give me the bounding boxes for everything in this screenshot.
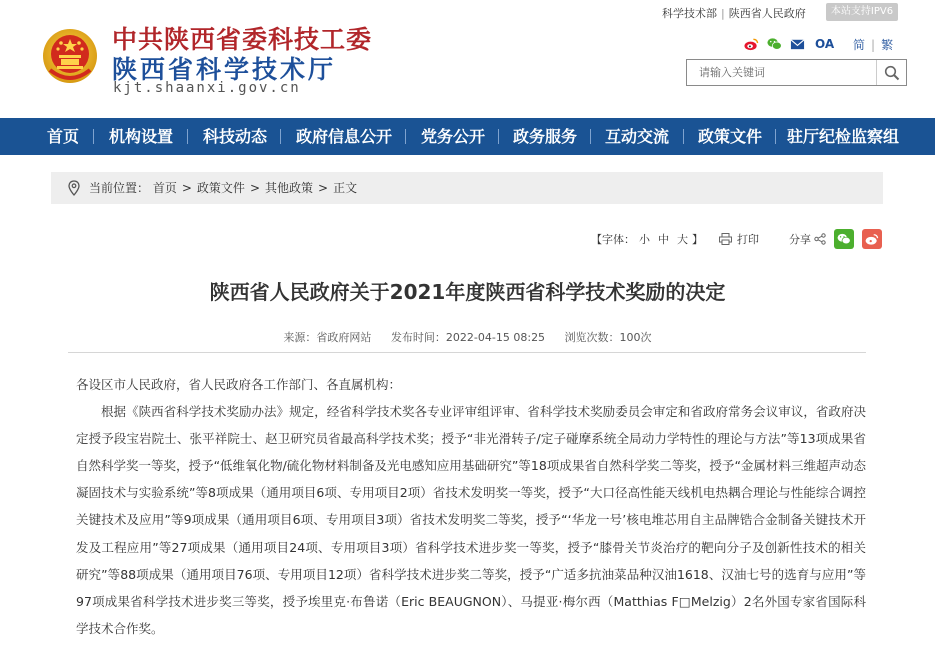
article-title: 陕西省人民政府关于2021年度陕西省科学技术奖励的决定 xyxy=(209,280,726,304)
nav-item-discipline-inspection[interactable]: 驻厅纪检监察组 xyxy=(787,127,900,146)
main-nav xyxy=(0,118,935,155)
email-icon[interactable] xyxy=(790,37,805,51)
search-input[interactable] xyxy=(687,60,875,85)
nav-separator xyxy=(498,129,499,144)
breadcrumb-separator: > xyxy=(249,181,260,195)
nav-separator xyxy=(775,129,776,144)
article-body xyxy=(76,371,866,642)
breadcrumb-home[interactable]: 首页 xyxy=(152,181,177,195)
breadcrumb-separator: > xyxy=(181,181,192,195)
article-tools xyxy=(591,230,882,248)
share-wechat-button[interactable] xyxy=(834,229,854,249)
nav-item-home[interactable]: 首页 xyxy=(47,127,80,146)
share-weibo-button[interactable] xyxy=(862,229,882,249)
search-box xyxy=(686,59,907,86)
article-publish-time: 发布时间：2022-04-15 08:25 xyxy=(390,331,546,344)
link-provincial-government[interactable]: 陕西省人民政府 xyxy=(728,7,806,20)
language-switch xyxy=(853,36,893,53)
ipv6-badge: 本站支持IPV6 xyxy=(826,3,898,21)
nav-separator xyxy=(590,129,591,144)
nav-item-interaction[interactable]: 互动交流 xyxy=(605,127,670,146)
nav-item-news[interactable]: 科技动态 xyxy=(203,127,268,146)
font-size-small[interactable]: 小 xyxy=(639,233,650,246)
site-domain: kjt.shaanxi.gov.cn xyxy=(113,80,301,96)
breadcrumb-text xyxy=(89,172,357,204)
lang-traditional-link[interactable]: 繁 xyxy=(881,38,894,52)
location-pin-icon xyxy=(68,180,80,196)
weibo-icon xyxy=(865,233,879,245)
nav-item-party-affairs[interactable]: 党务公开 xyxy=(421,127,486,146)
nav-separator xyxy=(405,129,406,144)
nav-item-organization[interactable]: 机构设置 xyxy=(109,127,174,146)
breadcrumb-label: 当前位置： xyxy=(89,181,150,195)
nav-item-policy-documents[interactable]: 政策文件 xyxy=(698,127,763,146)
article-salutation: 各设区市人民政府，省人民政府各工作部门、各直属机构： xyxy=(76,377,402,392)
national-emblem-icon[interactable] xyxy=(42,26,98,86)
breadcrumb-other-policies[interactable]: 其他政策 xyxy=(265,181,314,195)
org-name: 中共陕西省委科技工委 xyxy=(112,25,373,54)
nav-separator xyxy=(280,129,281,144)
search-icon xyxy=(884,65,900,81)
wechat-icon xyxy=(837,233,851,245)
lang-simplified-link[interactable]: 简 xyxy=(853,38,866,52)
nav-separator xyxy=(93,129,94,144)
share-icon xyxy=(814,233,826,245)
oa-icon[interactable]: OA xyxy=(815,37,835,51)
article-meta xyxy=(0,329,935,345)
top-links xyxy=(662,5,806,21)
print-icon[interactable] xyxy=(719,233,732,245)
print-button[interactable]: 打印 xyxy=(737,233,759,246)
wechat-icon[interactable] xyxy=(767,37,782,51)
font-size-label: 【字体： xyxy=(591,233,635,246)
site-header xyxy=(0,0,935,118)
nav-item-services[interactable]: 政务服务 xyxy=(513,127,578,146)
article-view-count: 浏览次数：100次 xyxy=(564,331,652,344)
article-paragraph: 根据《陕西省科学技术奖励办法》规定，经省科学技术奖各专业评审组评审、省科学技术奖励委员会审定和省政府常务会议审议，省政府决定授予段宝岩院士、张平祥院士、赵卫研究员省最高科学技术奖；授予“非光滑转子/定子碰摩系统全局动力学特性的理论与方法”等13项成果省自然科学奖一等奖，授予“低维氧化物/硫化物材料制备及光电感知应用基础研究”等18项成果省自然科学奖二等奖，授予“金属材料三维超声动态凝固技术与实验系统”等8项成果（通用项目6项、专用项目2项）省技术发明奖一等奖，授予“大口径高性能天线机电热耦合理论与性能综合调控关键技术及应用”等9项成果（通用项目6项、专用项目3项）省技术发明奖二等奖，授予“‘华龙一号’核电堆芯用自主品牌锆合金制备关键技术开发及工程应用”等27项成果（通用项目24项、专用项目3项）省科学技术进步奖一等奖，授予“膝骨关节炎治疗的靶向分子及创新性技术的相关研究”等88项成果（通用项目76项、专用项目12项）省科学技术进步奖二等奖，授予“广适多抗油菜品种汉油1618、汉油七号的选育与应用”等97项成果省科学技术进步奖三等奖，授予埃里克·布鲁诺（Eric BEAUGNON）、马提亚·梅尔西（Matthias F□Melzig）2名外国专家省国际科学技术合作奖。 xyxy=(76,404,866,636)
font-size-large[interactable]: 大 xyxy=(677,233,688,246)
nav-separator xyxy=(187,129,188,144)
font-size-close: 】 xyxy=(692,233,703,246)
breadcrumb-current: 正文 xyxy=(333,181,358,195)
breadcrumb xyxy=(51,172,883,204)
font-size-medium[interactable]: 中 xyxy=(658,233,669,246)
weibo-icon[interactable] xyxy=(744,37,759,51)
link-separator: | xyxy=(721,7,725,20)
share-label: 分享 xyxy=(789,233,811,246)
link-ministry-of-science[interactable]: 科学技术部 xyxy=(662,7,717,20)
breadcrumb-policy-documents[interactable]: 政策文件 xyxy=(196,181,245,195)
nav-separator xyxy=(683,129,684,144)
social-icons xyxy=(744,36,834,52)
article-divider xyxy=(68,352,866,353)
breadcrumb-separator: > xyxy=(318,181,329,195)
dept-name: 陕西省科学技术厅 xyxy=(112,55,337,84)
nav-item-info-disclosure[interactable]: 政府信息公开 xyxy=(296,127,393,146)
lang-separator: | xyxy=(871,38,876,52)
search-button[interactable] xyxy=(876,60,906,85)
article-source: 来源：省政府网站 xyxy=(283,331,372,344)
